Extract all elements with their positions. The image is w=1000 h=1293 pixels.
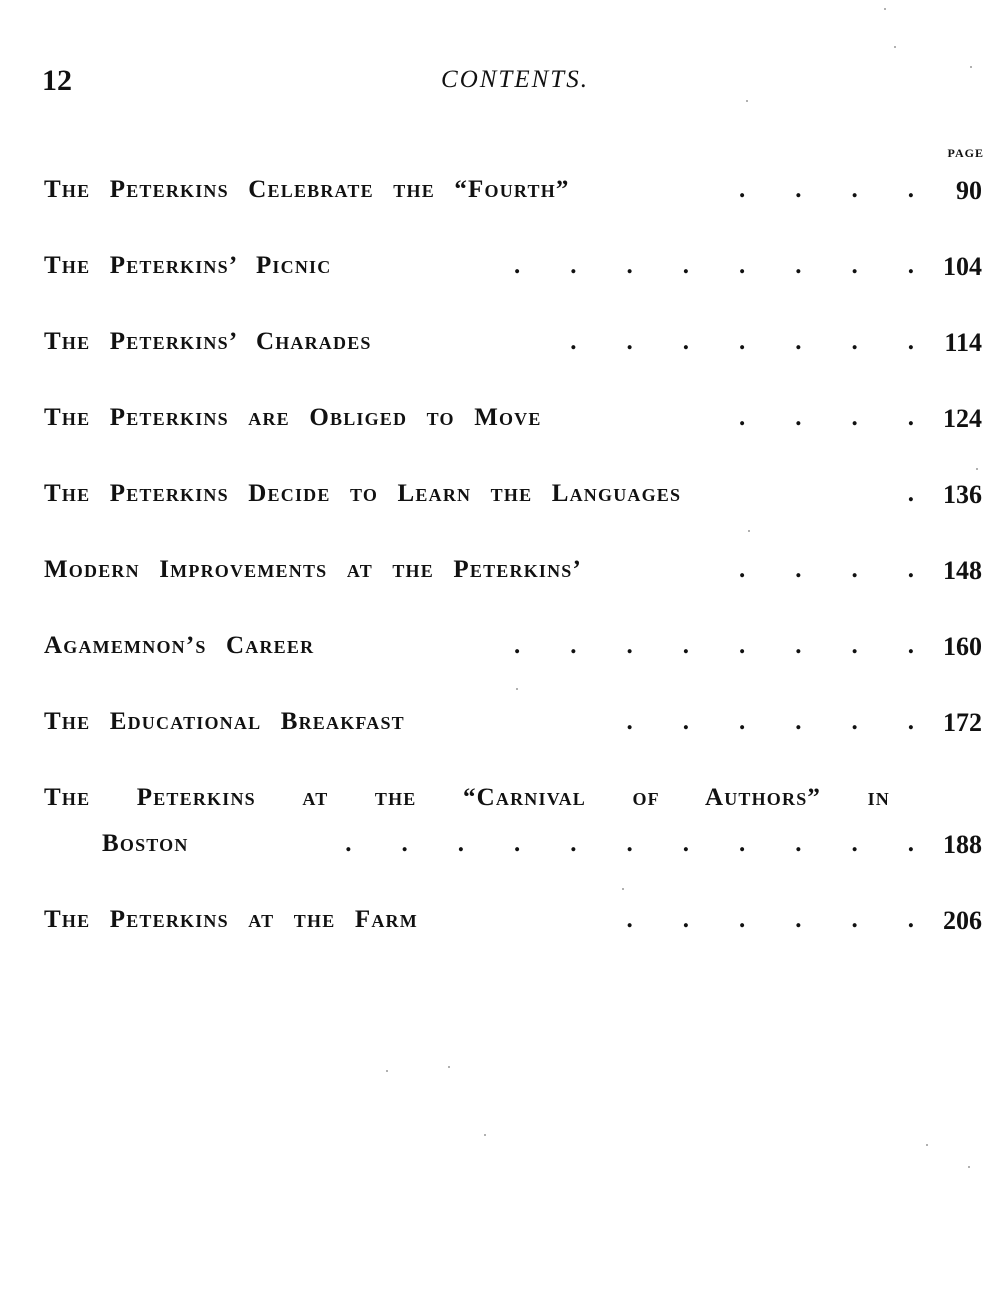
toc-title-line-1: The Peterkins at the “Carnival of Authors” in <box>44 784 890 811</box>
toc-entry <box>44 784 984 874</box>
toc-entry <box>44 906 984 946</box>
toc-page-number: 172 <box>943 708 982 737</box>
toc-page-number: 124 <box>943 404 982 433</box>
dot-leader: . . . . <box>739 556 914 583</box>
toc-entry <box>44 708 984 748</box>
dot-leader: . . . . . . . . <box>514 632 914 659</box>
toc-entry <box>44 632 984 672</box>
toc-title: The Peterkins Celebrate the “Fourth” <box>44 176 570 203</box>
scan-speck <box>746 100 748 102</box>
table-of-contents <box>44 0 984 1293</box>
toc-title: Agamemnon’s Career <box>44 632 315 659</box>
scan-speck <box>516 688 518 690</box>
dot-leader: . . . . . . . <box>570 328 914 355</box>
toc-title: The Peterkins’ Picnic <box>44 252 332 279</box>
toc-entry <box>44 556 984 596</box>
toc-title: The Peterkins’ Charades <box>44 328 372 355</box>
toc-title: Modern Improvements at the Peterkins’ <box>44 556 583 583</box>
scan-speck <box>386 1070 388 1072</box>
toc-page-number: 160 <box>943 632 982 661</box>
toc-page-number: 136 <box>943 480 982 509</box>
toc-page-number: 114 <box>944 328 982 357</box>
page-number: 12 <box>42 64 72 97</box>
toc-title-line-2: Boston <box>102 830 189 857</box>
toc-title: The Peterkins at the Farm <box>44 906 418 933</box>
toc-entry <box>44 404 984 444</box>
scan-speck <box>484 1134 486 1136</box>
toc-entry <box>44 176 984 216</box>
scan-speck <box>970 66 972 68</box>
dot-leader: . . . . . . <box>626 906 914 933</box>
scan-speck <box>622 888 624 890</box>
toc-title: The Peterkins are Obliged to Move <box>44 404 542 431</box>
dot-leader: . <box>907 480 914 507</box>
toc-title: The Peterkins Decide to Learn the Languages <box>44 480 682 507</box>
toc-page-number: 148 <box>943 556 982 585</box>
scan-speck <box>894 46 896 48</box>
toc-title: The Educational Breakfast <box>44 708 405 735</box>
scan-speck <box>884 8 886 10</box>
scan-speck <box>976 468 978 470</box>
dot-leader: . . . . . . <box>626 708 914 735</box>
scan-speck <box>968 1166 970 1168</box>
toc-entry <box>44 480 984 520</box>
dot-leader: . . . . <box>739 404 914 431</box>
toc-page-number: 206 <box>943 906 982 935</box>
running-head: CONTENTS. <box>441 66 589 93</box>
scan-speck <box>926 1144 928 1146</box>
toc-entry <box>44 252 984 292</box>
page-column-label: PAGE <box>947 146 984 160</box>
dot-leader: . . . . . . . . . . . <box>345 830 914 857</box>
toc-entry <box>44 328 984 368</box>
scan-speck <box>448 1066 450 1068</box>
scan-speck <box>748 530 750 532</box>
toc-page-number: 104 <box>943 252 982 281</box>
dot-leader: . . . . <box>739 176 914 203</box>
toc-page-number: 90 <box>956 176 982 205</box>
toc-page-number: 188 <box>943 830 982 859</box>
dot-leader: . . . . . . . . <box>514 252 914 279</box>
